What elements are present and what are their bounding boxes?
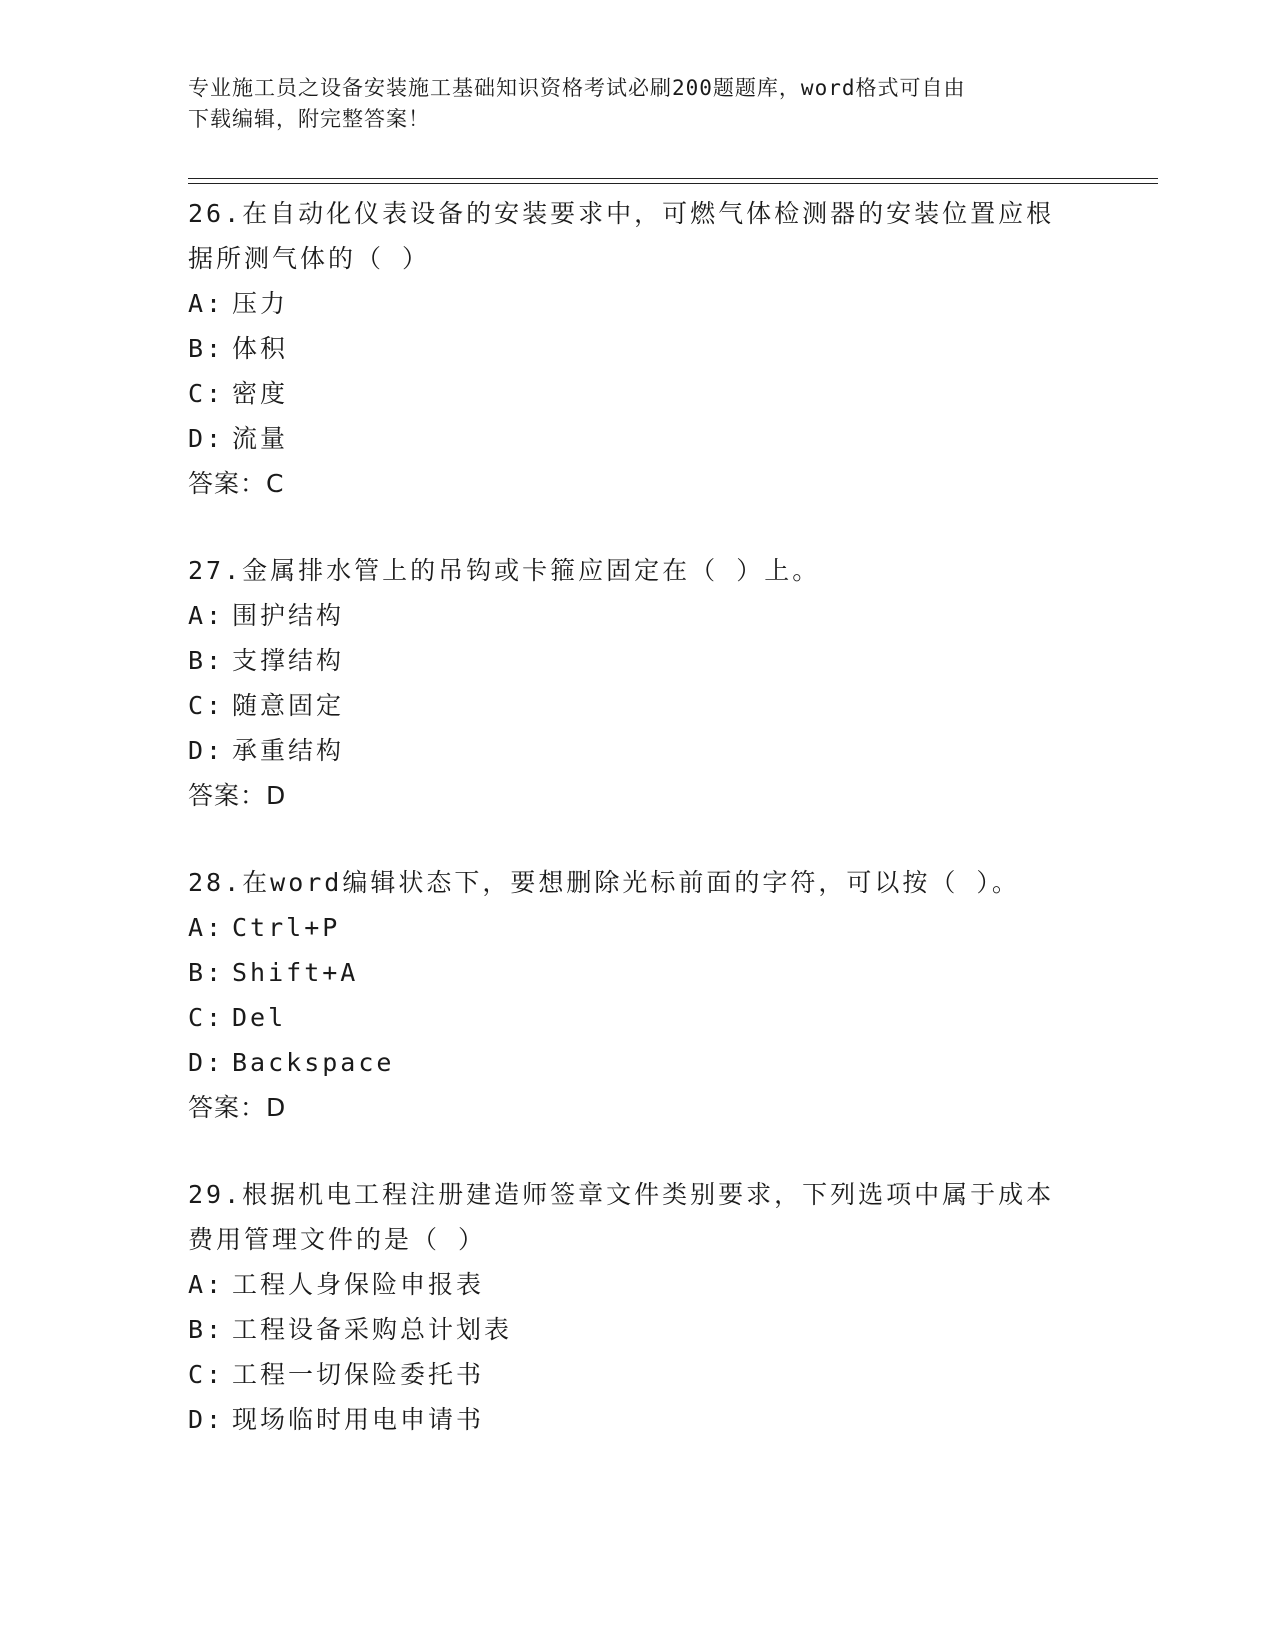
option-text: 支撑结构 xyxy=(232,646,345,675)
option-b xyxy=(188,950,1088,995)
option-d xyxy=(188,416,1088,461)
option-text: 现场临时用电申请书 xyxy=(232,1405,485,1434)
option-d xyxy=(188,1397,1088,1442)
option-text: Del xyxy=(232,1003,287,1032)
option-label: A: xyxy=(188,601,225,630)
option-text: 工程设备采购总计划表 xyxy=(232,1315,513,1344)
option-text: 工程一切保险委托书 xyxy=(232,1360,485,1389)
option-text: 围护结构 xyxy=(232,601,345,630)
header-divider-bottom xyxy=(188,183,1158,184)
question-stem: 29.根据机电工程注册建造师签章文件类别要求，下列选项中属于成本 xyxy=(188,1180,1055,1209)
option-label: C: xyxy=(188,691,225,720)
answer-line: 答案：D xyxy=(188,781,287,810)
option-d xyxy=(188,728,1088,773)
option-a xyxy=(188,281,1088,326)
option-text: Ctrl+P xyxy=(232,913,341,942)
option-label: A: xyxy=(188,913,225,942)
question-stem-continued: 费用管理文件的是（ ） xyxy=(188,1225,487,1254)
option-label: D: xyxy=(188,736,225,765)
question-stem: 27.金属排水管上的吊钩或卡箍应固定在（ ）上。 xyxy=(188,556,821,585)
option-label: A: xyxy=(188,289,225,318)
option-label: C: xyxy=(188,379,225,408)
option-label: B: xyxy=(188,646,225,675)
option-b xyxy=(188,1307,1088,1352)
option-label: B: xyxy=(188,958,225,987)
option-label: C: xyxy=(188,1360,225,1389)
option-text: 密度 xyxy=(232,379,289,408)
option-b xyxy=(188,638,1088,683)
document-header xyxy=(188,73,1088,135)
option-c xyxy=(188,995,1088,1040)
option-c xyxy=(188,683,1088,728)
option-text: 随意固定 xyxy=(232,691,345,720)
option-label: B: xyxy=(188,334,225,363)
question-stem: 26.在自动化仪表设备的安装要求中，可燃气体检测器的安装位置应根 xyxy=(188,199,1055,228)
header-line-1: 专业施工员之设备安装施工基础知识资格考试必刷200题题库，word格式可自由 xyxy=(188,76,966,100)
option-text: Shift+A xyxy=(232,958,359,987)
question-stem-continued: 据所测气体的（ ） xyxy=(188,244,431,273)
option-label: C: xyxy=(188,1003,225,1032)
option-label: A: xyxy=(188,1270,225,1299)
answer-line: 答案：C xyxy=(188,469,285,498)
option-d xyxy=(188,1040,1088,1085)
question-stem: 28.在word编辑状态下，要想删除光标前面的字符，可以按（ ）。 xyxy=(188,868,1020,897)
option-b xyxy=(188,326,1088,371)
option-label: D: xyxy=(188,1405,225,1434)
option-text: 工程人身保险申报表 xyxy=(232,1270,485,1299)
option-a xyxy=(188,1262,1088,1307)
question-29 xyxy=(188,1172,1088,1442)
header-line-2: 下载编辑，附完整答案！ xyxy=(188,107,430,131)
question-28 xyxy=(188,860,1088,1131)
header-divider-top xyxy=(188,178,1158,179)
question-27 xyxy=(188,548,1088,819)
option-text: 体积 xyxy=(232,334,289,363)
option-text: 承重结构 xyxy=(232,736,345,765)
option-text: 压力 xyxy=(232,289,289,318)
option-c xyxy=(188,1352,1088,1397)
option-a xyxy=(188,593,1088,638)
option-label: B: xyxy=(188,1315,225,1344)
answer-line: 答案：D xyxy=(188,1093,287,1122)
question-list xyxy=(188,191,1088,1483)
option-a xyxy=(188,905,1088,950)
option-text: 流量 xyxy=(232,424,289,453)
question-26 xyxy=(188,191,1088,507)
option-text: Backspace xyxy=(232,1048,395,1077)
option-c xyxy=(188,371,1088,416)
option-label: D: xyxy=(188,1048,225,1077)
option-label: D: xyxy=(188,424,225,453)
